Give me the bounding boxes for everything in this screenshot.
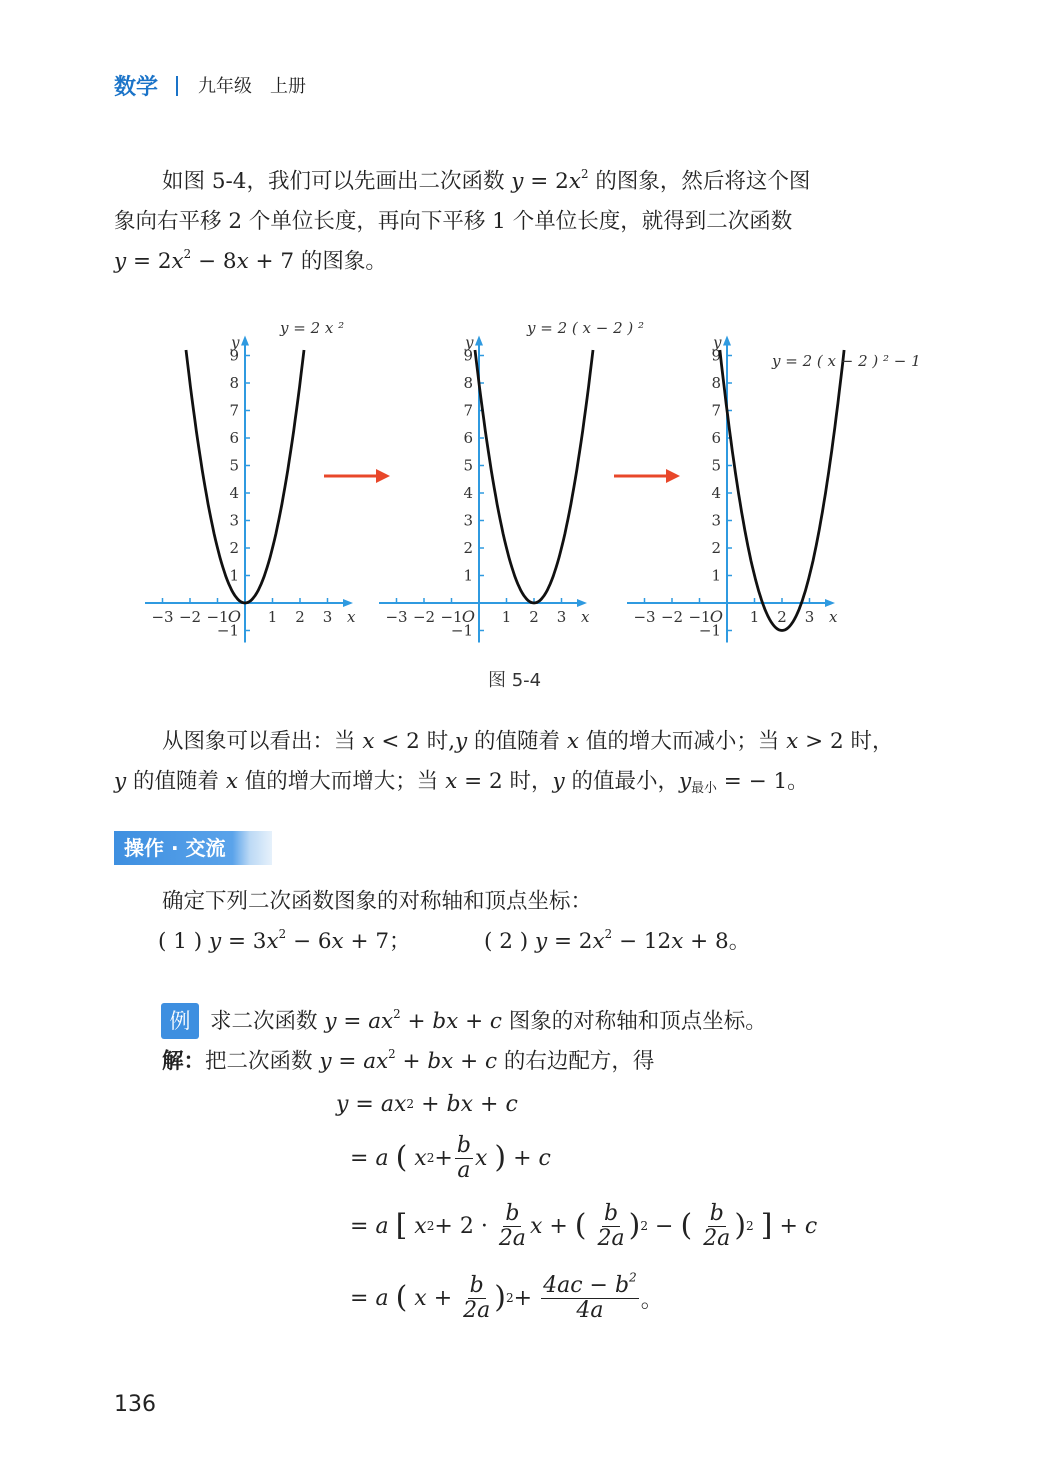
x-tick-label: −3 bbox=[633, 608, 656, 626]
x-tick-label: −2 bbox=[412, 608, 436, 626]
y-axis-label: y bbox=[231, 333, 240, 352]
y-neg-tick-label: −1 bbox=[698, 621, 721, 640]
example-badge: 例 bbox=[161, 1003, 199, 1039]
x-tick-label: −2 bbox=[660, 608, 684, 626]
x-tick-label: 1 bbox=[267, 608, 278, 626]
function-label: y = 2 ( x − 2 ) ² bbox=[527, 319, 645, 337]
derivation-line-4: = a ( x + $\frac{b}{2a}$ ) 2 + $\frac{4ac - b^2}{4a}$ 。 bbox=[350, 1270, 663, 1323]
x-tick-label: 1 bbox=[749, 608, 760, 626]
x-tick-label: −1 bbox=[688, 608, 711, 626]
y-tick-label: 9 bbox=[229, 346, 239, 365]
parabola-curve bbox=[720, 350, 844, 631]
activity-item-1: ( 1 ) $y = 3x^2 - 6x + 7$； bbox=[158, 926, 411, 954]
x-tick-label: 1 bbox=[501, 608, 512, 626]
paragraph-2-line-1: 从图象可以看出：当 x < 2 时,y 的值随着 x 值的增大而减小；当 x > 2 时， bbox=[162, 729, 894, 754]
x-tick-label: 2 bbox=[529, 608, 539, 626]
x-tick-label: −2 bbox=[178, 608, 202, 626]
x-tick-label: −1 bbox=[440, 608, 463, 626]
x-tick-label: 2 bbox=[295, 608, 305, 626]
y-tick-label: 6 bbox=[229, 429, 239, 447]
x-tick-label: 3 bbox=[804, 608, 815, 626]
y-tick-label: 3 bbox=[229, 511, 239, 530]
y-tick-label: 1 bbox=[711, 566, 721, 585]
x-tick-label: −3 bbox=[151, 608, 174, 626]
y-tick-label: 1 bbox=[463, 566, 473, 585]
y-tick-label: 8 bbox=[711, 374, 721, 392]
y-tick-label: 3 bbox=[463, 511, 473, 530]
x-axis-arrow bbox=[343, 599, 353, 607]
y-axis-label: y bbox=[465, 333, 474, 352]
activity-item-2: ( 2 ) $y = 2x^2 - 12x + 8$。 bbox=[484, 926, 751, 954]
figure-caption: 图 5-4 bbox=[488, 670, 542, 691]
page-number: 136 bbox=[114, 1392, 156, 1417]
y-tick-label: 2 bbox=[463, 539, 473, 557]
x-tick-label: 3 bbox=[322, 608, 333, 626]
y-tick-label: 5 bbox=[229, 456, 239, 475]
y-tick-label: 9 bbox=[463, 346, 473, 365]
y-axis-arrow bbox=[241, 336, 249, 346]
activity-intro: 确定下列二次函数图象的对称轴和顶点坐标： bbox=[162, 889, 593, 914]
x-axis-label: x bbox=[829, 608, 838, 626]
y-tick-label: 6 bbox=[463, 429, 473, 447]
function-label: y = 2 ( x − 2 ) ² − 1 bbox=[772, 352, 921, 370]
y-axis-label: y bbox=[713, 333, 722, 352]
derivation-line-3: = a [ x 2 + 2 · $\frac{b}{2a}$ x + ( $\frac{b}{2a}$ ) 2 − ( $\frac{b}{2a}$ ) 2 ] + c bbox=[350, 1200, 818, 1251]
example-question: 求二次函数 $y = ax^2$ + bx + c 图象的对称轴和顶点坐标。 bbox=[210, 1006, 767, 1034]
y-tick-label: 7 bbox=[711, 401, 721, 420]
origin-label: O bbox=[227, 607, 241, 626]
parabola-curve bbox=[475, 350, 593, 603]
y-tick-label: 5 bbox=[711, 456, 721, 475]
y-axis-arrow bbox=[475, 336, 483, 346]
y-tick-label: 4 bbox=[711, 484, 721, 502]
solution-intro: 解：把二次函数 $y = ax^2$ + bx + c 的右边配方，得 bbox=[162, 1046, 655, 1074]
derivation-line-1: y = ax 2 + bx + c bbox=[336, 1091, 518, 1117]
y-tick-label: 7 bbox=[463, 401, 473, 420]
y-tick-label: 6 bbox=[711, 429, 721, 447]
x-axis-label: x bbox=[581, 608, 590, 626]
y-tick-label: 4 bbox=[463, 484, 473, 502]
y-neg-tick-label: −1 bbox=[216, 621, 239, 640]
origin-label: O bbox=[709, 607, 723, 626]
function-label: y = 2 x ² bbox=[280, 319, 345, 337]
x-axis-arrow bbox=[825, 599, 835, 607]
y-tick-label: 3 bbox=[711, 511, 721, 530]
x-tick-label: 2 bbox=[777, 608, 787, 626]
book-label: 九年级 上册 bbox=[198, 76, 306, 97]
y-tick-label: 2 bbox=[711, 539, 721, 557]
paragraph-2-line-2: y 的值随着 x 值的增大而增大；当 x = 2 时，y 的值最小，$y_{最小}$ = − 1。 bbox=[114, 769, 809, 796]
paragraph-1-line-2: 象向右平移 2 个单位长度，再向下平移 1 个单位长度，就得到二次函数 bbox=[114, 209, 793, 234]
x-axis-label: x bbox=[347, 608, 356, 626]
y-tick-label: 7 bbox=[229, 401, 239, 420]
x-axis-arrow bbox=[577, 599, 587, 607]
y-tick-label: 9 bbox=[711, 346, 721, 365]
x-tick-label: 3 bbox=[556, 608, 567, 626]
y-neg-tick-label: −1 bbox=[450, 621, 473, 640]
y-tick-label: 4 bbox=[229, 484, 239, 502]
paragraph-1-line-3: $y = 2x^2 - 8x + 7$ 的图象。 bbox=[114, 246, 387, 274]
transform-arrow-head bbox=[666, 469, 680, 483]
y-tick-label: 1 bbox=[229, 566, 239, 585]
activity-tag: 操作 · 交流 bbox=[114, 831, 272, 865]
transform-arrow-head bbox=[376, 469, 390, 483]
y-tick-label: 8 bbox=[229, 374, 239, 392]
y-tick-label: 8 bbox=[463, 374, 473, 392]
x-tick-label: −3 bbox=[385, 608, 408, 626]
paragraph-1-line-1: 如图 5-4，我们可以先画出二次函数 $y = 2x^2$ 的图象，然后将这个图 bbox=[162, 166, 811, 194]
y-tick-label: 2 bbox=[229, 539, 239, 557]
y-axis-arrow bbox=[723, 336, 731, 346]
subject-label: 数学 bbox=[114, 75, 159, 100]
y-tick-label: 5 bbox=[463, 456, 473, 475]
x-tick-label: −1 bbox=[206, 608, 229, 626]
origin-label: O bbox=[461, 607, 475, 626]
derivation-line-2: = a ( x 2 + $\frac{b}{a}$ x ) + c bbox=[350, 1132, 551, 1183]
figure-5-4 bbox=[0, 0, 1044, 700]
